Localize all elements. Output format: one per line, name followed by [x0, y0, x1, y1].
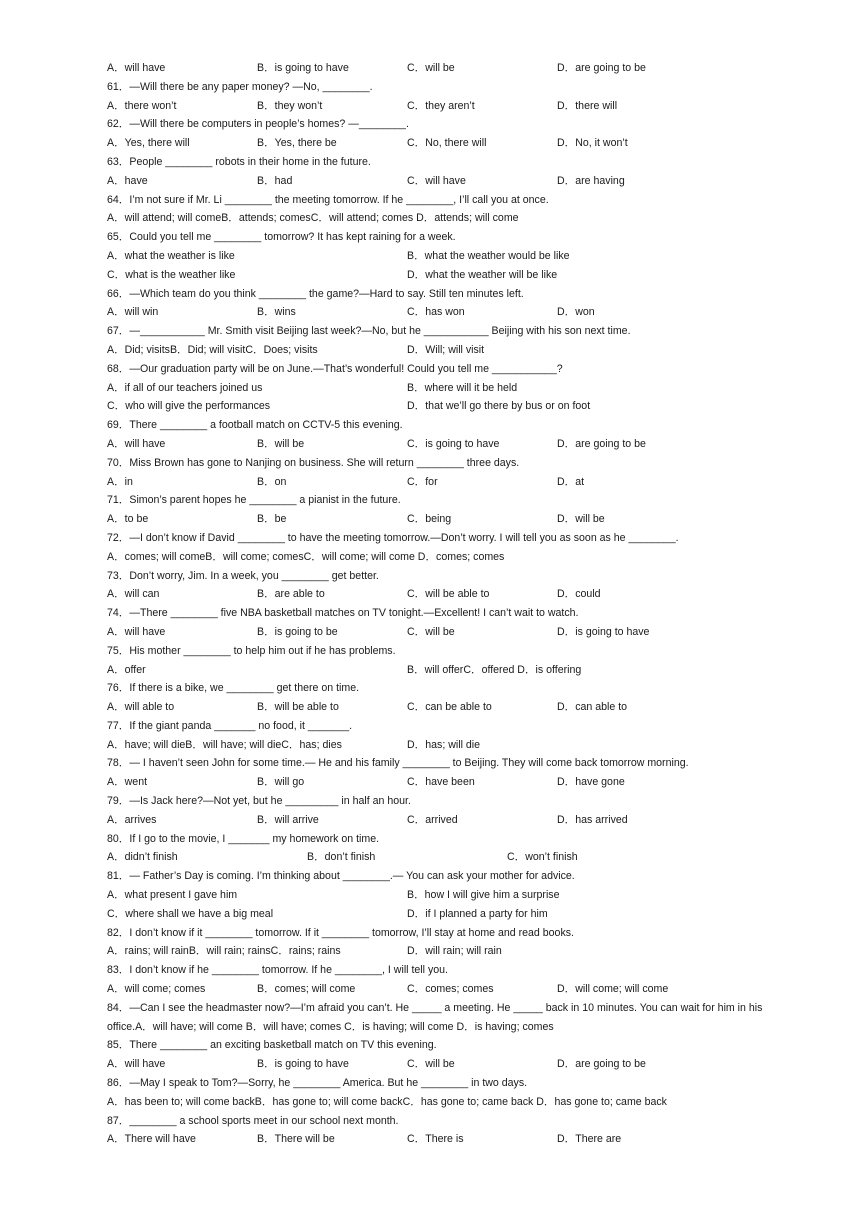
options-row	[107, 585, 787, 604]
question-line: 79．—Is Jack here?—Not yet, but he _________ in half an hour.	[107, 795, 411, 808]
question-line: A．has been to; will come backB．has gone to; will come backC．has gone to; came back D．has gone to; came back	[107, 1095, 667, 1108]
options-row	[107, 379, 787, 398]
answer-option: A．offer	[107, 663, 146, 676]
answer-option: D．if I planned a party for him	[407, 907, 548, 920]
options-row	[107, 905, 787, 924]
question-line: 73．Don’t worry, Jim. In a week, you ________ get better.	[107, 569, 379, 582]
answer-option: B．Yes, there be	[257, 137, 337, 150]
question-line: 62．—Will there be computers in people’s homes? —________.	[107, 118, 409, 131]
answer-option: A．rains; will rainB．will rain; rainsC．rains; rains	[107, 945, 341, 958]
answer-option: D．can able to	[557, 701, 628, 714]
answer-option: C．will be	[407, 625, 455, 638]
options-row	[107, 59, 787, 78]
question-line: 85．There ________ an exciting basketball match on TV this evening.	[107, 1039, 437, 1052]
answer-option: A．in	[107, 475, 133, 488]
answer-option: A．Did; visitsB．Did; will visitC．Does; visits	[107, 343, 318, 356]
answer-option: C．have been	[407, 776, 475, 789]
options-row	[107, 661, 787, 680]
answer-option: B．will arrive	[257, 813, 319, 826]
question-line: 64．I’m not sure if Mr. Li ________ the meeting tomorrow. If he ________, I’ll call you at once.	[107, 193, 549, 206]
answer-option: B．There will be	[257, 1133, 335, 1146]
question-line: 67．—___________ Mr. Smith visit Beijing last week?—No, but he ___________ Beijing with his son next time.	[107, 325, 631, 338]
answer-option: B．they won’t	[257, 99, 323, 112]
question-line: 76．If there is a bike, we ________ get there on time.	[107, 682, 360, 695]
question-line: 86．—May I speak to Tom?—Sorry, he ________ America. But he ________ in two days.	[107, 1077, 528, 1090]
answer-option: C．will have	[407, 174, 466, 187]
question-line: 70．Miss Brown has gone to Nanjing on business. She will return ________ three days.	[107, 456, 520, 469]
options-row	[107, 473, 787, 492]
question-line: 72．—I don’t know if David ________ to have the meeting tomorrow.—Don’t worry. I will tell you as soon as he ________.	[107, 531, 679, 544]
answer-option: C．has won	[407, 306, 465, 319]
answer-option: D．what the weather will be like	[407, 268, 558, 281]
options-row	[107, 980, 787, 999]
answer-option: A．will come; comes	[107, 983, 206, 996]
answer-option: C．who will give the performances	[107, 400, 271, 413]
answer-option: B．will be	[257, 437, 305, 450]
options-row	[107, 341, 787, 360]
options-row	[107, 1130, 787, 1149]
options-row	[107, 397, 787, 416]
answer-option: A．will have	[107, 62, 166, 74]
answer-option: A．will have	[107, 625, 166, 638]
answer-option: C．is going to have	[407, 437, 500, 450]
answer-option: D．that we’ll go there by bus or on foot	[407, 400, 591, 413]
question-line: 82．I don’t know if it ________ tomorrow. If it ________ tomorrow, I’ll stay at home and read books.	[107, 926, 574, 939]
answer-option: C．for	[407, 475, 438, 488]
question-line: 84．—Can I see the headmaster now?—I’m afraid you can’t. He _____ a meeting. He _____ back in 10 minutes. You can wait for him in his office.A．will have; will come B．will have; comes C．is having; will come D．is having; comes	[107, 1001, 763, 1033]
answer-option: C．won’t finish	[507, 851, 578, 864]
answer-option: D．has arrived	[557, 813, 628, 826]
answer-option: D．have gone	[557, 776, 625, 789]
question-line: 81．— Father’s Day is coming. I’m thinking about ________.— You can ask your mother for advice.	[107, 870, 575, 883]
answer-option: B．how I will give him a surprise	[407, 889, 560, 902]
options-row	[107, 134, 787, 153]
question-line: 83．I don’t know if he ________ tomorrow. If he ________, I will tell you.	[107, 964, 448, 977]
answer-option: A．will can	[107, 588, 160, 601]
question-line: 77．If the giant panda _______ no food, it _______.	[107, 719, 353, 732]
options-row	[107, 736, 787, 755]
answer-option: C．what is the weather like	[107, 268, 236, 281]
answer-option: A．didn’t finish	[107, 851, 178, 864]
options-row	[107, 1055, 787, 1074]
answer-option: D．There are	[557, 1133, 622, 1146]
question-line: 75．His mother ________ to help him out if he has problems.	[107, 644, 396, 657]
answer-option: B．will offerC．offered D．is offering	[407, 663, 582, 676]
answer-option: B．where will it be held	[407, 381, 518, 394]
answer-option: D．has; will die	[407, 738, 481, 751]
answer-option: D．will rain; will rain	[407, 945, 502, 958]
answer-option: C．will be	[407, 62, 455, 74]
worksheet	[107, 59, 787, 1149]
options-row	[107, 848, 787, 867]
options-row	[107, 247, 787, 266]
answer-option: D．are going to be	[557, 62, 646, 74]
question-line: 74．—There ________ five NBA basketball matches on TV tonight.—Excellent! I can’t wait to watch.	[107, 607, 579, 620]
answer-option: C．they aren’t	[407, 99, 475, 112]
answer-option: A．will able to	[107, 701, 175, 714]
options-row	[107, 623, 787, 642]
question-line: 65．Could you tell me ________ tomorrow? It has kept raining for a week.	[107, 231, 456, 244]
answer-option: B．will be able to	[257, 701, 339, 714]
options-row	[107, 811, 787, 830]
answer-option: C．There is	[407, 1133, 464, 1146]
question-line: 63．People ________ robots in their home in the future.	[107, 155, 371, 168]
answer-option: D．No, it won’t	[557, 137, 628, 150]
answer-option: A．There will have	[107, 1133, 196, 1146]
answer-option: D．Will; will visit	[407, 343, 485, 356]
question-line: 80．If I go to the movie, I _______ my homework on time.	[107, 832, 380, 845]
answer-option: B．is going to have	[257, 1058, 349, 1071]
answer-option: D．are having	[557, 174, 625, 187]
options-row	[107, 773, 787, 792]
answer-option: A．have; will dieB．will have; will dieC．has; dies	[107, 738, 342, 751]
answer-option: B．comes; will come	[257, 983, 356, 996]
answer-option: D．could	[557, 588, 601, 601]
answer-option: A．arrives	[107, 813, 157, 826]
answer-option: A．Yes, there will	[107, 137, 190, 150]
answer-option: C．No, there will	[407, 137, 487, 150]
answer-option: A．will have	[107, 1058, 166, 1071]
answer-option: C．can be able to	[407, 701, 492, 714]
answer-option: B．will go	[257, 776, 305, 789]
question-line: 71．Simon’s parent hopes he ________ a pianist in the future.	[107, 494, 401, 507]
answer-option: B．what the weather would be like	[407, 249, 570, 262]
answer-option: A．what the weather is like	[107, 249, 235, 262]
answer-option: C．where shall we have a big meal	[107, 907, 274, 920]
options-row	[107, 510, 787, 529]
answer-option: A．to be	[107, 513, 149, 526]
answer-option: C．being	[407, 513, 452, 526]
question-line: 78．— I haven’t seen John for some time.— He and his family ________ to Beijing. They will come back tomorrow morning.	[107, 757, 689, 770]
answer-option: D．will be	[557, 513, 605, 526]
answer-option: A．will win	[107, 306, 159, 319]
options-row	[107, 303, 787, 322]
answer-option: D．there will	[557, 99, 618, 112]
options-row	[107, 942, 787, 961]
answer-option: B．is going to be	[257, 625, 338, 638]
question-line: 87．________ a school sports meet in our school next month.	[107, 1114, 399, 1127]
answer-option: C．arrived	[407, 813, 458, 826]
answer-option: D．is going to have	[557, 625, 650, 638]
question-line: 61．—Will there be any paper money? —No, ________.	[107, 80, 373, 93]
answer-option: A．will have	[107, 437, 166, 450]
answer-option: B．on	[257, 475, 287, 488]
question-line: 68．—Our graduation party will be on June.—That’s wonderful! Could you tell me ___________?	[107, 362, 563, 375]
answer-option: B．wins	[257, 306, 296, 319]
answer-option: A．went	[107, 776, 148, 789]
answer-option: A．have	[107, 174, 148, 187]
answer-option: B．don’t finish	[307, 851, 376, 864]
answer-option: D．are going to be	[557, 437, 646, 450]
answer-option: D．won	[557, 306, 595, 319]
options-row	[107, 266, 787, 285]
answer-option: B．are able to	[257, 588, 325, 601]
answer-option: B．had	[257, 174, 293, 187]
options-row	[107, 172, 787, 191]
answer-option: B．be	[257, 513, 287, 526]
answer-option: A．there won’t	[107, 99, 177, 112]
answer-option: D．are going to be	[557, 1058, 646, 1071]
options-row	[107, 435, 787, 454]
question-line: 66．—Which team do you think ________ the game?—Hard to say. Still ten minutes left.	[107, 287, 524, 300]
answer-option: D．at	[557, 475, 585, 488]
answer-option: D．will come; will come	[557, 983, 669, 996]
options-row	[107, 886, 787, 905]
options-row	[107, 97, 787, 116]
answer-option: A．if all of our teachers joined us	[107, 381, 263, 394]
answer-option: C．will be	[407, 1058, 455, 1071]
answer-option: C．will be able to	[407, 588, 490, 601]
answer-option: C．comes; comes	[407, 983, 494, 996]
options-row	[107, 698, 787, 717]
answer-option: A．what present I gave him	[107, 889, 238, 902]
question-line: 69．There ________ a football match on CCTV-5 this evening.	[107, 419, 403, 432]
answer-option: B．is going to have	[257, 62, 349, 74]
question-line: A．comes; will comeB．will come; comesC．will come; will come D．comes; comes	[107, 550, 505, 563]
question-line: A．will attend; will comeB．attends; comesC．will attend; comes D．attends; will come	[107, 212, 519, 225]
